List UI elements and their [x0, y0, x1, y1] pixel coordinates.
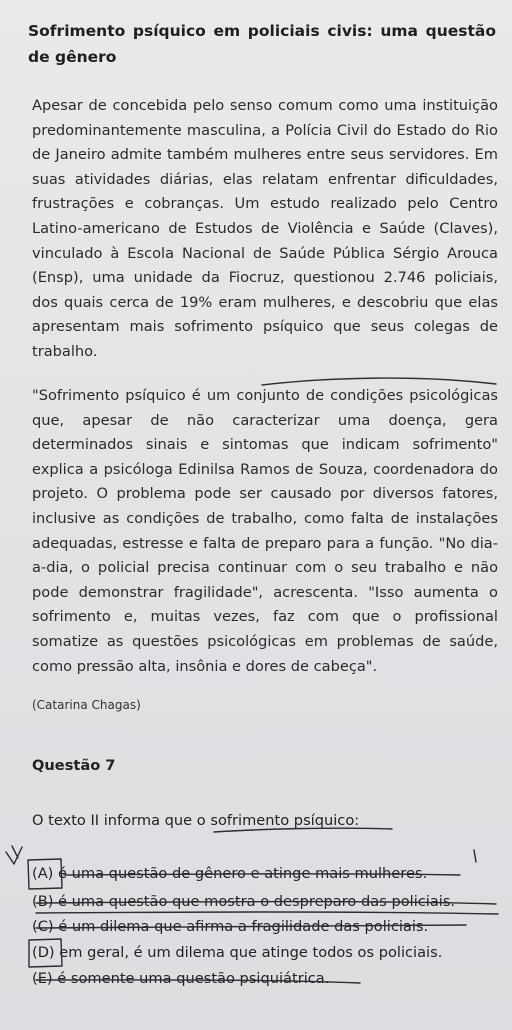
- option-b[interactable]: (B) é uma questão que mostra o despreparo das policiais.: [32, 893, 456, 910]
- article-title: Sofrimento psíquico em policiais civis: uma questão de gênero: [28, 22, 496, 66]
- option-a[interactable]: (A) é uma questão de gênero e atinge mais mulheres.: [32, 865, 428, 882]
- option-d[interactable]: (D) em geral, é um dilema que atinge todos os policiais.: [32, 944, 443, 961]
- tick-mark-icon: [474, 850, 476, 862]
- question-title: Questão 7: [32, 757, 116, 774]
- option-c[interactable]: (C) é um dilema que afirma a fragilidade das policiais.: [32, 918, 429, 935]
- check-mark-icon: [6, 846, 22, 864]
- article-paragraph-2: "Sofrimento psíquico é um conjunto de condições psicológicas que, apesar de não caracterizar uma doença, gera determinados sinais e sintomas que indicam sofrimento" explica a psicóloga Edinilsa Ramos de Souza, coordenadora do projeto. O problema pode ser causado por diversos fatores, inclusive as condições de trabalho, como falta de instalações adequadas, estresse e falta de preparo para a função. "No dia-a-dia, o policial precisa continuar com o seu trabalho e não pode demonstrar fragilidade", acrescenta. "Isso aumenta o sofrimento e, muitas vezes, faz com que o profissional somatize as questões psicológicas em problemas de saúde, como pressão alta, insônia e dores de cabeça".: [32, 387, 498, 675]
- question-stem: O texto II informa que o sofrimento psíquico:: [32, 812, 360, 829]
- article-paragraph-1: Apesar de concebida pelo senso comum como uma instituição predominantemente masculina, a Polícia Civil do Estado do Rio de Janeiro admite também mulheres entre seus servidores. Em suas atividades diárias, elas relatam enfrentar dificuldades, frustrações e cobranças. Um estudo realizado pelo Centro Latino-americano de Estudos de Violência e Saúde (Claves), vinculado à Escola Nacional de Saúde Pública Sérgio Arouca (Ensp), uma unidade da Fiocruz, questionou 2.746 policiais, dos quais cerca de 19% eram mulheres, e descobriu que elas apresentam mais sofrimento psíquico que seus colegas de trabalho.: [32, 97, 498, 360]
- article-source: (Catarina Chagas): [32, 698, 141, 712]
- option-e[interactable]: (E) é somente uma questão psiquiátrica.: [32, 970, 330, 987]
- underline-option-b-mark: [36, 912, 498, 914]
